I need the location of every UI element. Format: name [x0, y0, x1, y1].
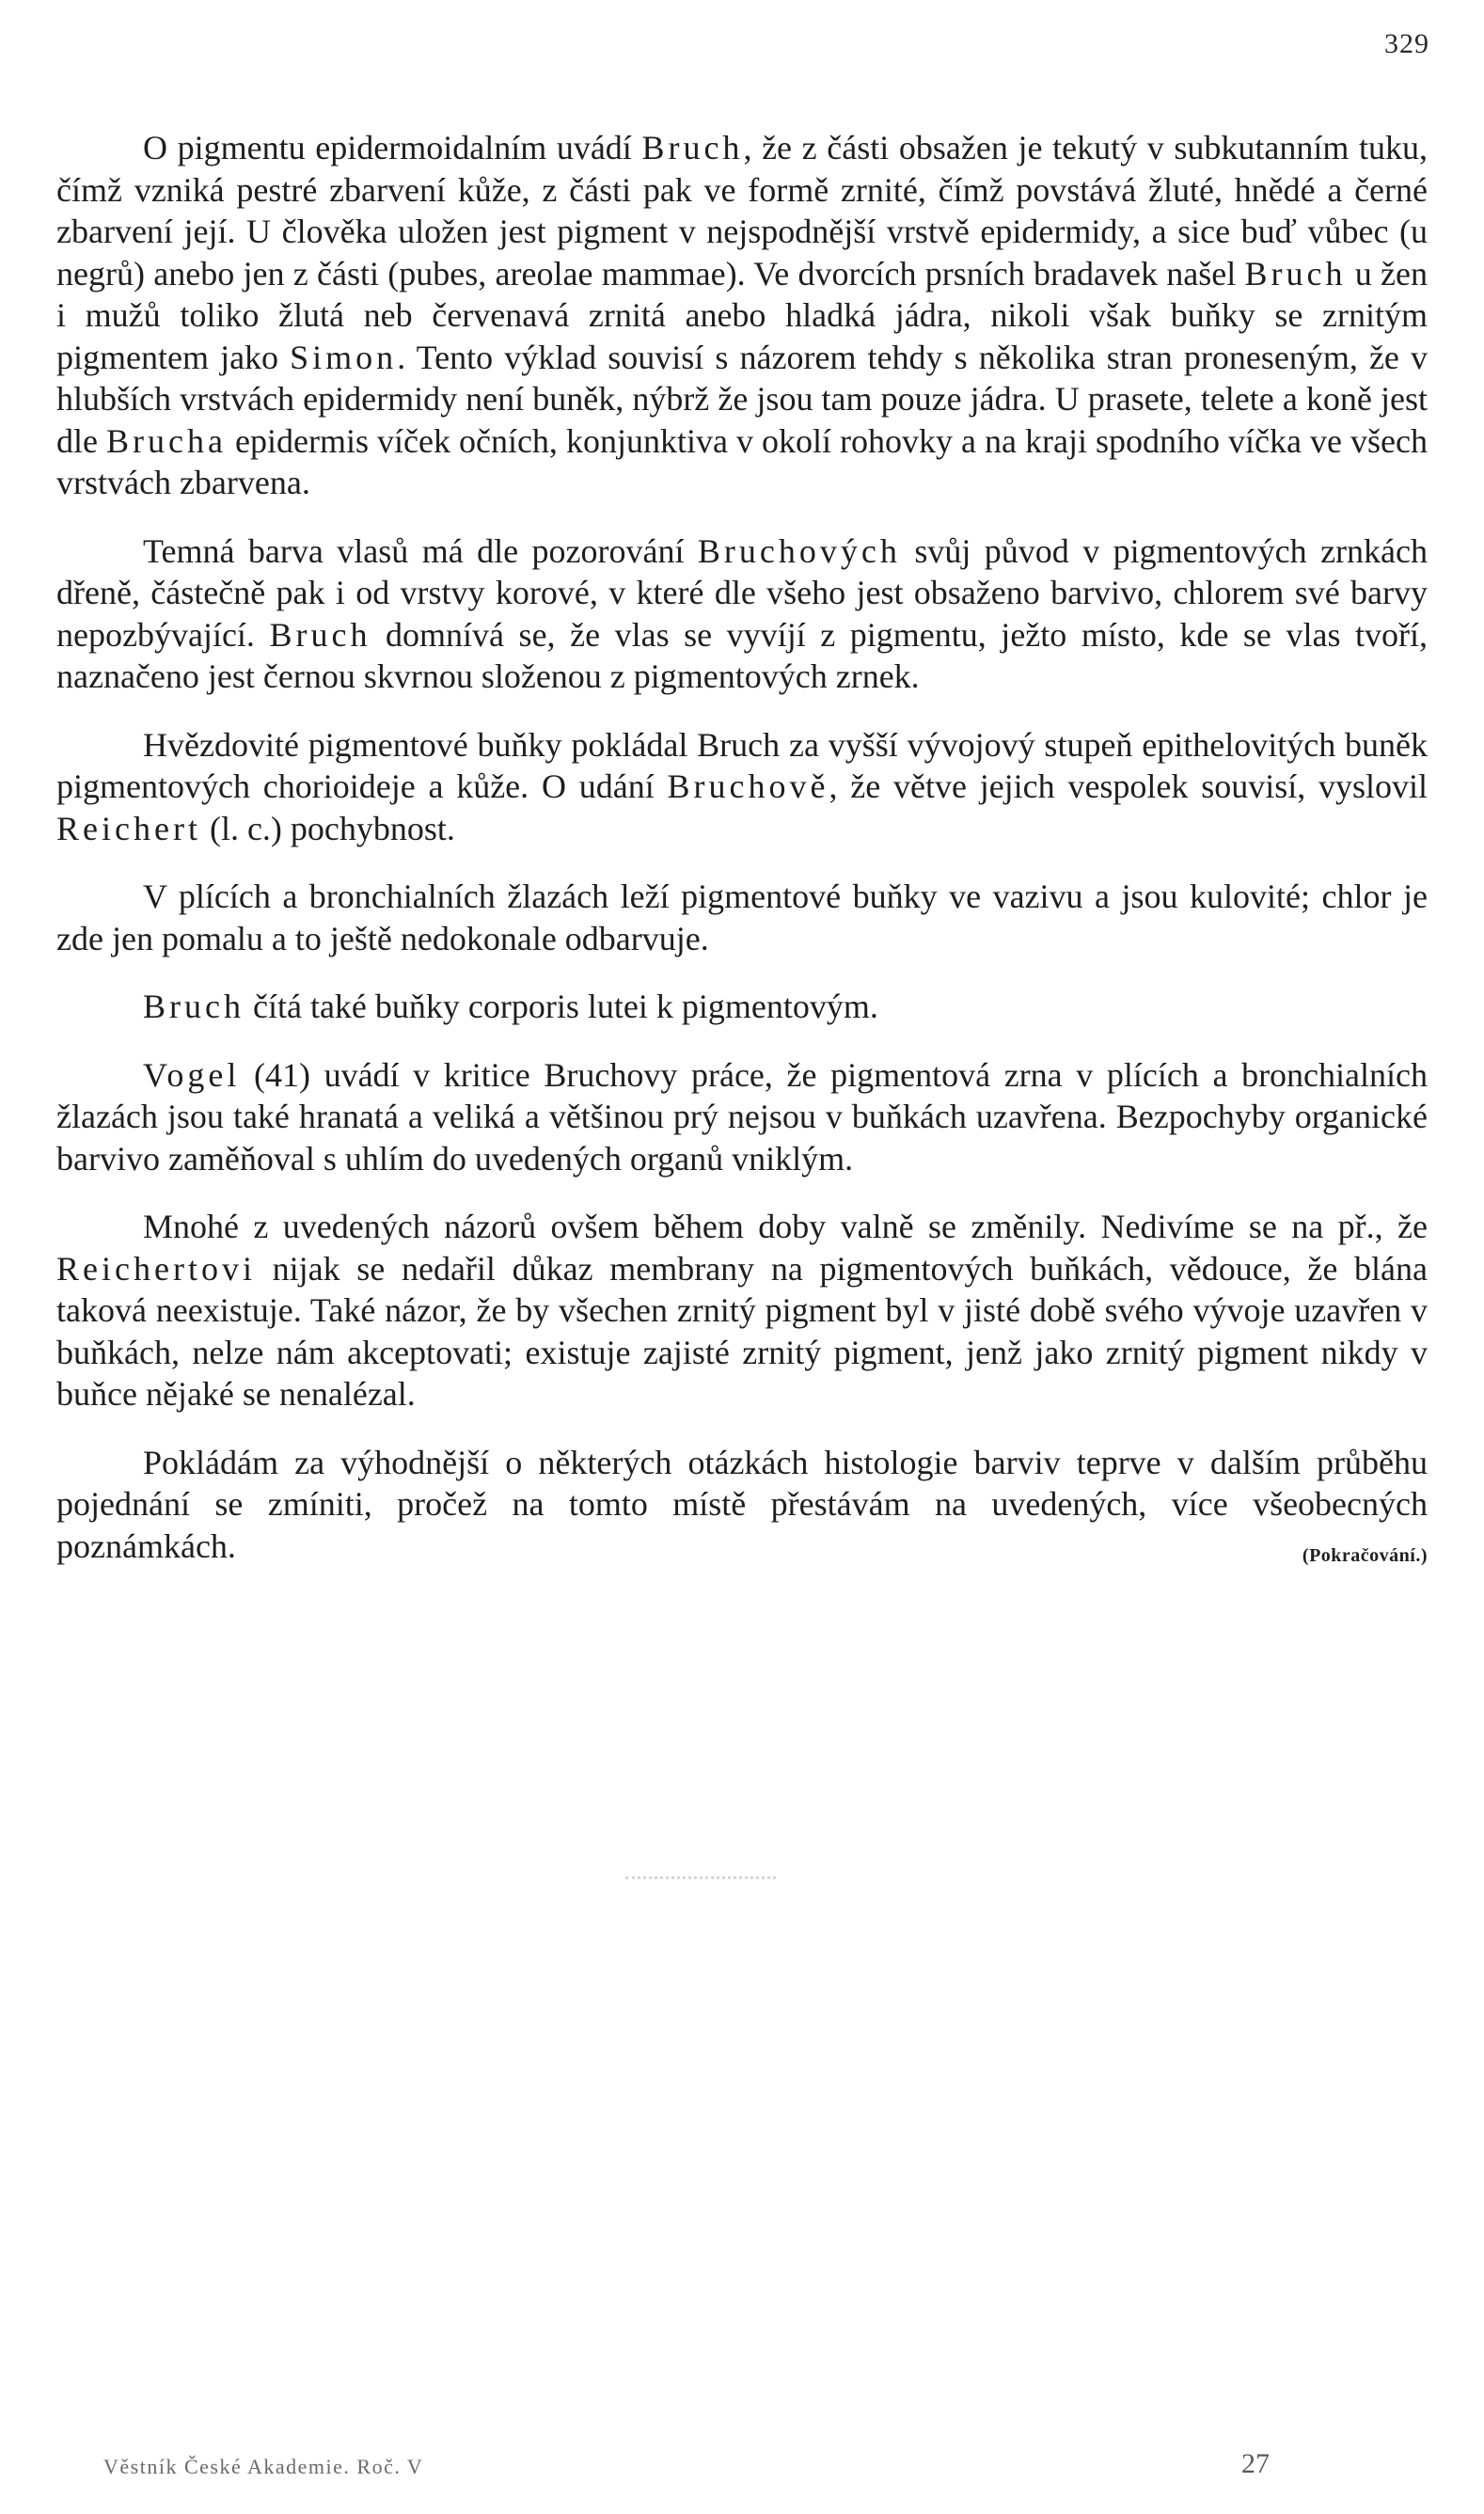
- author-name: Bruch: [269, 615, 371, 654]
- text-segment: , že větve jejich vespolek souvisí, vyslovil: [829, 767, 1429, 805]
- footer-signature-number: 27: [1241, 2448, 1270, 2479]
- text-segment: , že z části obsažen je tekutý v subkutanním tuku, čímž vzniká pestré zbarvení kůže, z části pak ve formě zrnité, čímž povstává žluté, hnědé a černé zbarvení její. U člověka uložen jest pigment v nejspodnější vrstvě epidermidy, a sice buď vůbec (u negrů) anebo jen z části (pubes, areolae mammae). Ve dvorcích prsních bradavek našel: [56, 129, 1428, 293]
- paragraph: [56, 724, 1428, 850]
- text-segment: (l. c.) pochybnost.: [200, 809, 455, 847]
- author-name: Simon: [290, 338, 398, 376]
- text-segment: u žen i mužů toliko žlutá neb červenavá zrnitá anebo hladká jádra, nikoli však buňky se zrnitým pigmentem jako: [56, 254, 1428, 376]
- paragraph: [56, 986, 1428, 1028]
- paragraph: [56, 530, 1428, 698]
- text-segment: epidermis víček očních, konjunktiva v okolí rohovky a na kraji spodního víčka ve všech vrstvách zbarvena.: [56, 421, 1429, 501]
- author-name: Vogel: [143, 1055, 241, 1094]
- text-segment: nijak se nedařil důkaz membrany na pigmentových buňkách, vědouce, že blána taková neexistuje. Také názor, že by všechen zrnitý pigment byl v jisté době svého vývoje uzavřen v buňkách, nelze nám akceptovati; existuje zajisté zrnitý pigment, jenž jako zrnitý pigment nikdy v buňce nějaké se nenalézal.: [56, 1249, 1428, 1413]
- text-segment: svůj původ v pigmentových zrnkách dřeně, částečně pak i od vrstvy korové, v které dle všeho jest obsaženo barvivo, chlorem své barvy nepozbývající.: [56, 531, 1428, 654]
- author-name: Reichertovi: [56, 1249, 256, 1288]
- page-number: 329: [1384, 28, 1429, 59]
- body-text: [56, 127, 1428, 1603]
- text-segment: Mnohé z uvedených názorů ovšem během doby valně se změnily. Nedivíme se na př., že: [143, 1208, 1428, 1245]
- paragraph: [56, 1054, 1428, 1180]
- text-segment: O pigmentu epidermoidalním uvádí: [143, 129, 642, 166]
- text-segment: Hvězdovité pigmentové buňky pokládal Bruch za vyšší vývojový stupeň epithelovitých buněk pigmentových chorioideje a kůže. O udání: [56, 725, 1428, 805]
- author-name: Bruchově: [667, 767, 829, 805]
- text-segment: Temná barva vlasů má dle pozorování: [143, 531, 698, 570]
- text-segment: . Tento výklad souvisí s názorem tehdy s několika stran proneseným, že v hlubších vrstvách epidermidy není buněk, nýbrž že jsou tam pouze jádra. U prasete, telete a koně jest dle: [56, 338, 1428, 460]
- text-segment: (41) uvádí v kritice Bruchovy práce, že pigmentová zrna v plících a bronchialních žlazách jsou také hranatá a veliká a většinou prý nejsou v buňkách uzavřena. Bezpochyby organické barvivo zaměňoval s uhlím do uvedených organů vniklým.: [56, 1055, 1428, 1178]
- author-name: Bruch: [143, 988, 245, 1025]
- text-segment: Pokládám za výhodnější o některých otázkách histologie barviv teprve v dalším průběhu pojednání se zmíniti, pročež na tomto místě přestávám na uvedených, více všeobecných poznámkách.: [56, 1443, 1428, 1565]
- text-segment: domnívá se, že vlas se vyvíjí z pigmentu, ježto místo, kde se vlas tvoří, naznačeno jest černou skvrnou složenou z pigmentových zrnek.: [56, 615, 1428, 695]
- author-name: Bruch: [1244, 254, 1347, 293]
- author-name: Brucha: [106, 421, 227, 460]
- paragraph: [56, 1442, 1428, 1577]
- footer-journal-title: Věstník České Akademie. Roč. V: [103, 2455, 424, 2478]
- text-segment: V plících a bronchialních žlazách leží pigmentové buňky ve vazivu a jsou kulovité; chlor je zde jen pomalu a to ještě nedokonale odbarvuje.: [56, 878, 1428, 957]
- paragraph: [56, 127, 1428, 504]
- continuation-note: (Pokračování.): [1302, 1544, 1428, 1566]
- author-name: Bruch: [641, 129, 744, 166]
- separator-dots: [625, 1876, 776, 1882]
- paragraph: [56, 876, 1428, 959]
- text-segment: čítá také buňky corporis lutei k pigmentovým.: [244, 988, 878, 1025]
- paragraph: [56, 1206, 1428, 1415]
- author-name: Bruchových: [697, 531, 901, 570]
- author-name: Reichert: [56, 809, 201, 847]
